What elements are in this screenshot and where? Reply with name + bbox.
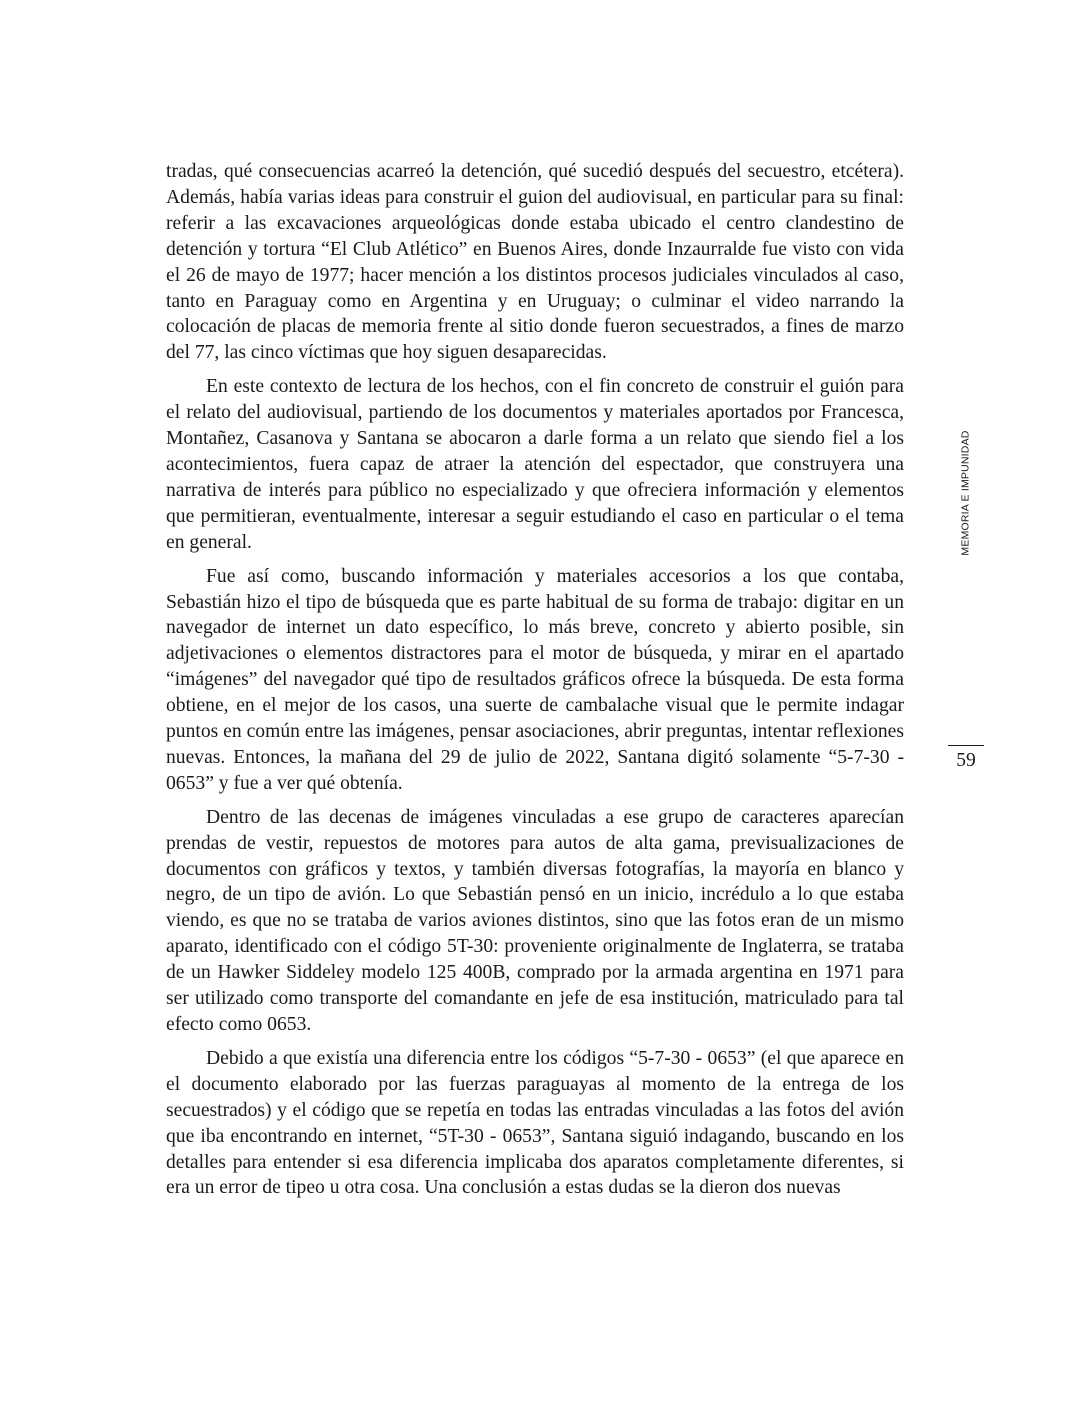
paragraph-5: Debido a que existía una diferencia entre los códigos “5-7-30 - 0653” (el que aparece en el documento elaborado por las fuerzas paraguayas al momento de la entrega de los secuestrados) y el código que se repetía en todas las entradas vinculadas a las fotos del avión que iba encontrando en internet, “5T-30 - 0653”, Santana siguió indagando, buscando en los detalles para entender si esa diferencia implicaba dos aparatos completamente diferentes, si era un error de tipeo u otra cosa. Una conclusión a estas dudas se la dieron dos nuevas: [166, 1047, 904, 1199]
page-number: 59: [956, 750, 976, 771]
page-number-rule: [948, 745, 984, 746]
paragraph-3: Fue así como, buscando información y materiales accesorios a los que contaba, Sebastián hizo el tipo de búsqueda que es parte habitual de su forma de trabajo: digitar en un navegador de internet un dato específico, lo más breve, concreto y abierto posible, sin adjetivaciones o elementos distractores para el motor de búsqueda, y mirar en el apartado “imágenes” del navegador qué tipo de resultados gráficos ofrece la búsqueda. De esta forma obtiene, en el mejor de los casos, una suerte de cambalache visual que le permite indagar puntos en común entre las imágenes, pensar asociaciones, abrir preguntas, intentar reflexiones nuevas. Entonces, la mañana del 29 de julio de 2022, Santana digitó solamente “5-7-30 - 0653” y fue a ver qué obtenía.: [166, 565, 904, 794]
paragraph-1: tradas, qué consecuencias acarreó la detención, qué sucedió después del secuestro, etcétera). Además, había varias ideas para construir el guion del audiovisual, en particular para su final: referir a las excavaciones arqueológicas donde estaba ubicado el centro clandestino de detención y tortura “El Club Atlético” en Buenos Aires, donde Inzaurralde fue visto con vida el 26 de mayo de 1977; hacer mención a los distintos procesos judiciales vinculados al caso, tanto en Paraguay como en Argentina y en Uruguay; o culminar el video narrando la colocación de placas de memoria frente al sitio donde fueron secuestrados, a fines de marzo del 77, las cinco víctimas que hoy siguen desaparecidas.: [166, 161, 904, 364]
paragraph-2: En este contexto de lectura de los hechos, con el fin concreto de construir el guión para el relato del audiovisual, partiendo de los documentos y materiales aportados por Francesca, Montañez, Casanova y Santana se abocaron a darle forma a un relato que siendo fiel a los acontecimientos, fuera capaz de atraer la atención del espectador, que construyera una narrativa de interés para público no especializado y que ofreciera información y elementos que permitieran, eventualmente, interesar a seguir estudiando el caso en particular o el tema en general.: [166, 376, 904, 553]
body-text: [166, 159, 904, 1209]
running-head-label: MEMORIA E IMPUNIDAD: [960, 429, 972, 556]
paragraph-4: Dentro de las decenas de imágenes vinculadas a ese grupo de caracteres aparecían prendas de vestir, repuestos de motores para autos de alta gama, previsualizaciones de documentos con gráficos y textos, y también diversas fotografías, la mayoría en blanco y negro, de un tipo de avión. Lo que Sebastián pensó en un inicio, incrédulo a lo que estaba viendo, es que no se trataba de varios aviones distintos, sino que las fotos eran de un mismo aparato, identificado con el código 5T-30: proveniente originalmente de Inglaterra, se trataba de un Hawker Siddeley modelo 125 400B, comprado por la armada argentina en 1971 para ser utilizado como transporte del comandante en jefe de esa institución, matriculado para tal efecto como 0653.: [166, 806, 904, 1035]
running-head: [946, 420, 986, 565]
